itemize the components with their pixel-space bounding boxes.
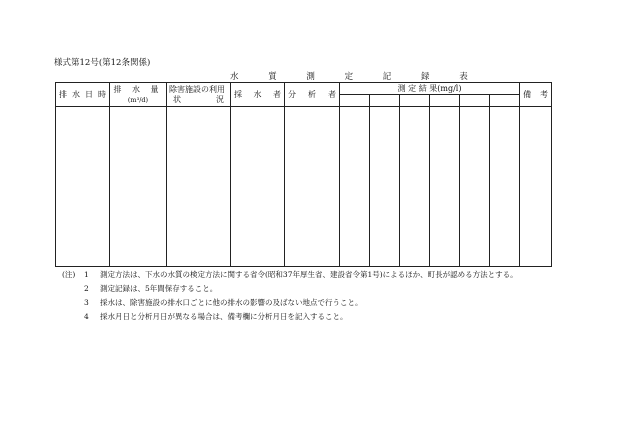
form-number-label: 様式第12号(第12条関係) <box>54 58 151 68</box>
facility-status-cell[interactable] <box>167 107 231 267</box>
note-text: 採水は、除害施設の排水口ごとに他の排水の影響の及ばない地点で行うこと。 <box>100 298 363 307</box>
table-header-row <box>56 83 552 95</box>
notes-prefix: (注) <box>62 270 76 279</box>
header-facility-status: 除害施設の利用 状 況 <box>167 83 231 107</box>
result-item-cell <box>400 95 430 107</box>
note-item <box>62 282 518 296</box>
note-item <box>62 296 518 310</box>
note-number: 1 <box>84 270 89 279</box>
result-item-cell <box>490 95 520 107</box>
result-value-cell[interactable] <box>340 107 370 267</box>
header-analyst: 分 析 者 <box>285 83 340 107</box>
note-text: 採水月日と分析月日が異なる場合は、備考欄に分析月日を記入すること。 <box>100 312 348 321</box>
result-item-cell <box>370 95 400 107</box>
drain-volume-cell[interactable] <box>110 107 167 267</box>
result-value-cell[interactable] <box>370 107 400 267</box>
remarks-cell[interactable] <box>520 107 552 267</box>
note-text: 測定方法は、下水の水質の検定方法に関する省令(昭和37年厚生省、建設省令第1号)によるほか、町長が認める方法とする。 <box>100 270 518 279</box>
result-item-cell <box>340 95 370 107</box>
note-text: 測定記録は、5年間保存すること。 <box>100 284 218 293</box>
result-value-cell[interactable] <box>430 107 460 267</box>
sampler-cell[interactable] <box>231 107 285 267</box>
note-number: 4 <box>84 312 89 321</box>
analyst-cell[interactable] <box>285 107 340 267</box>
result-item-cell <box>430 95 460 107</box>
result-value-cell[interactable] <box>460 107 490 267</box>
header-sampler: 採 水 者 <box>231 83 285 107</box>
water-quality-record-table <box>55 82 552 267</box>
header-measurement-results: 測 定 結 果(mg/l) <box>340 83 520 95</box>
result-item-cell <box>460 95 490 107</box>
header-remarks: 備 考 <box>520 83 552 107</box>
header-drain-datetime: 排水日時 <box>56 83 110 107</box>
header-drain-volume: 排 水 量 (m³/d) <box>110 83 167 107</box>
result-value-cell[interactable] <box>490 107 520 267</box>
drain-datetime-cell[interactable] <box>56 107 110 267</box>
result-value-cell[interactable] <box>400 107 430 267</box>
notes-section <box>62 268 518 324</box>
note-number: 2 <box>84 284 89 293</box>
note-item <box>62 268 518 282</box>
note-number: 3 <box>84 298 89 307</box>
table-body-row <box>56 107 552 267</box>
note-item <box>62 310 518 324</box>
document-title: 水 質 測 定 記 録 表 <box>230 72 482 82</box>
